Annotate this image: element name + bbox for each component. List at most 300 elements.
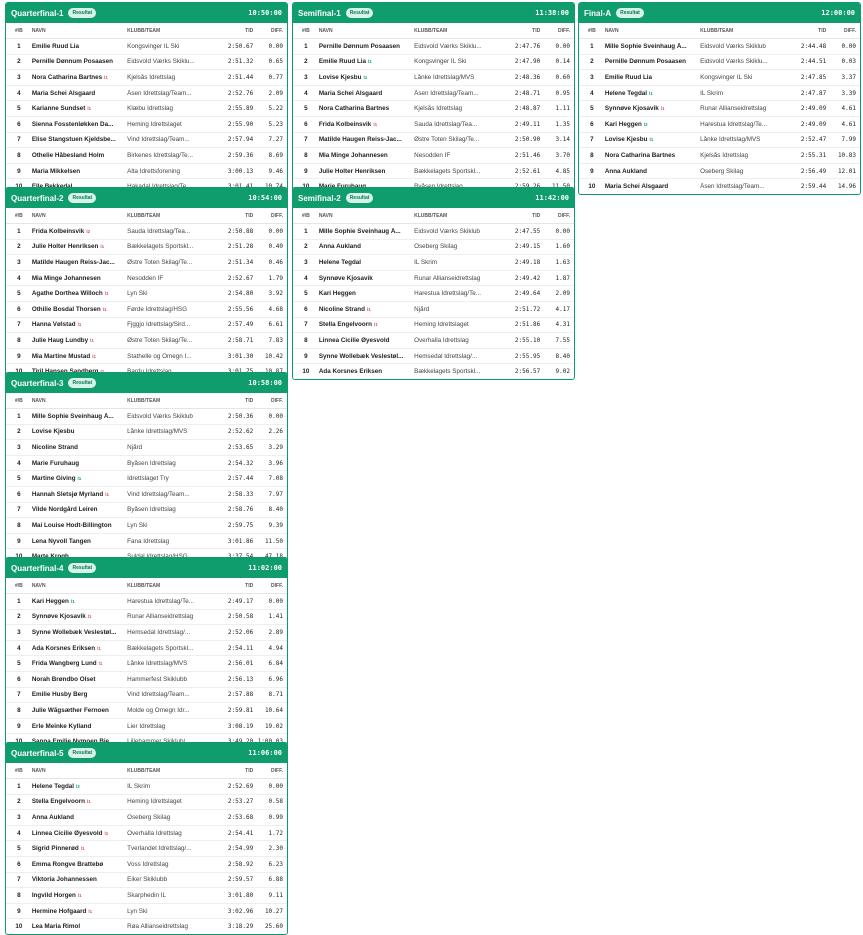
- finish-time: 2:59.44: [800, 183, 827, 191]
- lane-tag: l1: [660, 106, 665, 112]
- table-row[interactable]: [6, 271, 287, 287]
- table-row[interactable]: [6, 224, 287, 240]
- club-name[interactable]: Runar Allianseidrettslag: [414, 274, 481, 282]
- athlete-name[interactable]: [32, 413, 127, 420]
- table-row[interactable]: [6, 101, 287, 117]
- athlete-name[interactable]: [605, 136, 700, 143]
- rank: 1: [17, 227, 21, 235]
- table-row[interactable]: [293, 240, 574, 256]
- table-row[interactable]: [293, 318, 574, 334]
- table-row[interactable]: [6, 133, 287, 149]
- club-name[interactable]: Lånke Idrettslag/MVS: [127, 660, 188, 668]
- athlete-name[interactable]: [32, 923, 127, 930]
- club-name[interactable]: Idrettslaget Try: [127, 475, 169, 483]
- table-row[interactable]: [6, 779, 287, 795]
- time-diff: 7.55: [555, 336, 570, 344]
- table-row[interactable]: [293, 86, 574, 102]
- finish-time: 3:01.80: [227, 891, 254, 899]
- athlete-name[interactable]: [32, 290, 127, 297]
- finish-time: 2:55.31: [800, 151, 827, 159]
- table-row[interactable]: [6, 86, 287, 102]
- table-row[interactable]: [6, 719, 287, 735]
- table-row[interactable]: [579, 101, 860, 117]
- table-row[interactable]: [6, 471, 287, 487]
- club-name[interactable]: Sauda Idrettslag/Tea...: [127, 227, 191, 235]
- club-name[interactable]: Byåsen Idrettslag: [127, 459, 176, 467]
- club-name[interactable]: Bækkelagets Sportskl...: [414, 167, 481, 175]
- club-name[interactable]: Lånke Idrettslag/MVS: [700, 136, 761, 144]
- column-header-row: [6, 763, 287, 779]
- athlete-name[interactable]: [32, 243, 127, 250]
- column-header-row: [6, 393, 287, 409]
- rank: 2: [17, 798, 21, 806]
- club-name[interactable]: Østre Toten Skilag/Te...: [127, 336, 193, 344]
- heat-start-time: 11:38:00: [535, 9, 569, 17]
- table-row[interactable]: [293, 148, 574, 164]
- athlete-name[interactable]: [32, 428, 127, 435]
- athlete-name[interactable]: [32, 275, 127, 282]
- table-row[interactable]: [293, 164, 574, 180]
- athlete-name[interactable]: [32, 168, 127, 175]
- club-name[interactable]: Alta Idrettsforening: [127, 167, 180, 175]
- athlete-name[interactable]: [319, 259, 414, 266]
- athlete-name[interactable]: [32, 783, 127, 790]
- table-row[interactable]: [6, 148, 287, 164]
- table-row[interactable]: [6, 641, 287, 657]
- club-name[interactable]: Kjelsås Idrettslag: [127, 73, 176, 81]
- table-row[interactable]: [6, 888, 287, 904]
- status-badge: Resultat: [68, 563, 96, 573]
- athlete-name[interactable]: [32, 707, 127, 714]
- table-row[interactable]: [6, 625, 287, 641]
- club-name[interactable]: Sauda Idrettslag/Tea...: [414, 120, 478, 128]
- time-diff: 4.85: [555, 167, 570, 175]
- athlete-name[interactable]: [32, 228, 127, 235]
- athlete-name[interactable]: [32, 444, 127, 451]
- club-name[interactable]: Runar Allianseidrettslag: [700, 105, 767, 113]
- club-name[interactable]: Oseberg Skilag: [700, 167, 744, 175]
- rank: 3: [590, 73, 594, 81]
- athlete-name-text: Julie Wågsæther Fernoen: [31, 706, 109, 714]
- club-name[interactable]: Kjelsås Idrettslag: [700, 151, 749, 159]
- table-row[interactable]: [6, 255, 287, 271]
- club-name[interactable]: Lyn Ski: [127, 521, 148, 529]
- table-row[interactable]: [579, 117, 860, 133]
- athlete-name[interactable]: [319, 43, 414, 50]
- athlete-name[interactable]: [605, 121, 700, 128]
- club-name[interactable]: Vind Idrettslag/Team...: [127, 490, 190, 498]
- club-name[interactable]: Runar Allianseidrettslag: [127, 613, 194, 621]
- rank: 5: [304, 105, 308, 113]
- table-row[interactable]: [293, 255, 574, 271]
- athlete-name-text: Frida Wangberg Lund: [31, 660, 97, 668]
- finish-time: 2:57.44: [227, 475, 254, 483]
- athlete-name[interactable]: [32, 876, 127, 883]
- athlete-name[interactable]: [319, 58, 414, 65]
- athlete-name[interactable]: [32, 321, 127, 328]
- club-name[interactable]: Østre Toten Skilag/Te...: [127, 258, 193, 266]
- table-row[interactable]: [6, 703, 287, 719]
- club-name[interactable]: Hammerfest Skiklubb: [127, 675, 187, 683]
- athlete-name-text: Kari Heggen: [31, 597, 69, 605]
- club-name[interactable]: IL Skrim: [414, 258, 437, 266]
- heat-header[interactable]: [293, 188, 574, 208]
- club-name[interactable]: Njård: [127, 443, 143, 451]
- athlete-name[interactable]: [605, 43, 700, 50]
- table-row[interactable]: [293, 117, 574, 133]
- athlete-name[interactable]: [32, 74, 127, 81]
- table-row[interactable]: [293, 101, 574, 117]
- athlete-name[interactable]: [319, 152, 414, 159]
- athlete-name[interactable]: [32, 121, 127, 128]
- heat-header[interactable]: [6, 743, 287, 763]
- club-name[interactable]: Røa Allianseidrettslag: [127, 923, 189, 931]
- col-diff: DIFF.: [271, 212, 283, 219]
- club-name[interactable]: Oseberg Skilag: [414, 243, 458, 251]
- club-name[interactable]: Eidsvold Værks Skiklu...: [127, 58, 195, 66]
- club-name[interactable]: Eidsvold Værks Skiklu...: [414, 42, 482, 50]
- table-row[interactable]: [293, 286, 574, 302]
- athlete-name[interactable]: [605, 183, 700, 190]
- athlete-name-text: Nora Catharina Bartnes: [31, 73, 103, 81]
- table-row[interactable]: [579, 39, 860, 55]
- athlete-name[interactable]: [32, 259, 127, 266]
- table-row[interactable]: [293, 133, 574, 149]
- club-name[interactable]: Kongsvinger IL Ski: [414, 58, 467, 66]
- athlete-name[interactable]: [319, 337, 414, 344]
- rank: 1: [17, 412, 21, 420]
- col-time: TID: [532, 27, 541, 34]
- club-name[interactable]: Lyn Ski: [127, 907, 148, 915]
- athlete-name[interactable]: [32, 152, 127, 159]
- club-name[interactable]: Kongsvinger IL Ski: [127, 42, 180, 50]
- heat-header[interactable]: [293, 3, 574, 23]
- finish-time: 2:48.87: [514, 105, 541, 113]
- time-diff: 7.83: [268, 336, 283, 344]
- table-row[interactable]: [6, 440, 287, 456]
- athlete-name[interactable]: [32, 538, 127, 545]
- club-name[interactable]: Østre Toten Skilag/Te...: [414, 136, 480, 144]
- athlete-name[interactable]: [319, 306, 414, 313]
- table-row[interactable]: [579, 86, 860, 102]
- athlete-name[interactable]: [32, 475, 127, 482]
- athlete-name[interactable]: [319, 243, 414, 250]
- athlete-name[interactable]: [32, 90, 127, 97]
- table-row[interactable]: [579, 70, 860, 86]
- athlete-name[interactable]: [32, 353, 127, 360]
- table-row[interactable]: [6, 534, 287, 550]
- table-row[interactable]: [579, 164, 860, 180]
- lane-tag: l2: [643, 121, 648, 127]
- athlete-name[interactable]: [32, 676, 127, 683]
- club-name[interactable]: Bækkelagets Sportskl...: [127, 644, 194, 652]
- athlete-name[interactable]: [32, 814, 127, 821]
- heat-start-time: 10:50:00: [248, 9, 282, 17]
- finish-time: 2:49.64: [514, 290, 541, 298]
- lane-tag: l1: [97, 645, 101, 651]
- club-name[interactable]: Eiker Skiklubb: [127, 876, 168, 884]
- club-name[interactable]: Hemsedal Idrettslag/...: [127, 628, 191, 636]
- club-name[interactable]: Harestua Idrettslag/Te...: [414, 290, 481, 298]
- club-name[interactable]: Harestua Idrettslag/Te...: [700, 120, 767, 128]
- club-name[interactable]: Bækkelagets Sportskl...: [414, 368, 481, 376]
- time-diff: 3.96: [268, 459, 283, 467]
- table-row[interactable]: [293, 39, 574, 55]
- time-diff: 3.92: [268, 290, 283, 298]
- athlete-name[interactable]: [319, 121, 414, 128]
- athlete-name-text: Erle Meinke Kylland: [31, 722, 92, 730]
- club-name[interactable]: Vind Idrettslag/Team...: [127, 691, 190, 699]
- table-row[interactable]: [6, 672, 287, 688]
- time-diff: 0.00: [268, 597, 283, 605]
- time-diff: 25.60: [264, 923, 283, 931]
- table-row[interactable]: [6, 70, 287, 86]
- athlete-name[interactable]: [605, 74, 700, 81]
- table-row[interactable]: [293, 349, 574, 365]
- athlete-name[interactable]: [32, 491, 127, 498]
- athlete-name[interactable]: [32, 43, 127, 50]
- club-name[interactable]: Eidsvold Værks Skiklub: [700, 42, 766, 50]
- table-row[interactable]: [579, 55, 860, 71]
- athlete-name-text: Marie Furuhaug: [31, 459, 80, 467]
- athlete-name[interactable]: [32, 629, 127, 636]
- athlete-name[interactable]: [319, 321, 414, 328]
- club-name[interactable]: Førde Idrettslag/HSG: [127, 305, 187, 313]
- table-row[interactable]: [6, 117, 287, 133]
- club-name[interactable]: Nesodden IF: [127, 274, 164, 282]
- athlete-name-text: Lena Nyvoll Tangen: [31, 537, 91, 545]
- table-row[interactable]: [579, 133, 860, 149]
- club-name[interactable]: Heming Idrettslaget: [414, 321, 469, 329]
- table-row[interactable]: [6, 656, 287, 672]
- athlete-name[interactable]: [605, 105, 700, 112]
- table-row[interactable]: [293, 333, 574, 349]
- lane-tag: l1: [98, 661, 103, 667]
- table-row[interactable]: [6, 55, 287, 71]
- club-name[interactable]: IL Skrim: [127, 782, 150, 790]
- table-row[interactable]: [6, 333, 287, 349]
- heat-header[interactable]: [6, 373, 287, 393]
- club-name[interactable]: Tverlandet Idrettslag/...: [127, 845, 192, 853]
- lane-tag: l1: [88, 908, 93, 914]
- table-row[interactable]: [293, 364, 574, 379]
- status-badge: Resultat: [68, 748, 96, 758]
- club-name[interactable]: Voss Idrettslag: [127, 860, 169, 868]
- table-row[interactable]: [6, 164, 287, 180]
- table-row[interactable]: [6, 826, 287, 842]
- club-name[interactable]: Lånke Idrettslag/MVS: [414, 73, 475, 81]
- table-row[interactable]: [293, 55, 574, 71]
- athlete-name[interactable]: [32, 660, 127, 667]
- table-row[interactable]: [6, 409, 287, 425]
- rank: 4: [17, 644, 21, 652]
- club-name[interactable]: Overhalla Idrettslag: [414, 336, 469, 344]
- club-name[interactable]: Bækkelagets Sportskl...: [127, 243, 194, 251]
- finish-time: 2:52.76: [227, 89, 254, 97]
- table-row[interactable]: [6, 487, 287, 503]
- table-row[interactable]: [6, 688, 287, 704]
- time-diff: 1.60: [555, 243, 570, 251]
- club-name[interactable]: Stathelle og Omegn I...: [127, 352, 192, 360]
- club-name[interactable]: Byåsen Idrettslag: [127, 506, 176, 514]
- table-row[interactable]: [6, 610, 287, 626]
- table-row[interactable]: [6, 919, 287, 934]
- athlete-name[interactable]: [605, 152, 700, 159]
- table-row[interactable]: [6, 425, 287, 441]
- club-name[interactable]: Kjelsås Idrettslag: [414, 105, 463, 113]
- table-row[interactable]: [6, 518, 287, 534]
- athlete-name[interactable]: [32, 845, 127, 852]
- club-name[interactable]: Åsen Idrettslag/Team...: [700, 183, 765, 191]
- club-name[interactable]: Birkenes Idrettslag/Te...: [127, 151, 193, 159]
- table-row[interactable]: [6, 594, 287, 610]
- athlete-name[interactable]: [32, 598, 127, 605]
- athlete-name-text: Stella Engelvoorn: [318, 321, 372, 329]
- lane-tag: l1: [104, 74, 108, 80]
- club-name[interactable]: Klæbu Idrettslag: [127, 105, 173, 113]
- heat-title: Semifinal-2: [298, 193, 341, 203]
- club-name[interactable]: Overhalla Idrettslag: [127, 829, 182, 837]
- finish-time: 2:58.92: [227, 860, 254, 868]
- table-row[interactable]: [6, 857, 287, 873]
- athlete-name[interactable]: [32, 861, 127, 868]
- athlete-name[interactable]: [605, 90, 700, 97]
- club-name[interactable]: Åsen Idrettslag/Team...: [127, 89, 192, 97]
- lane-tag: l1: [87, 799, 91, 805]
- col-club: KLUBB/TEAM: [414, 212, 448, 219]
- club-name[interactable]: Åsen Idrettslag/Team...: [414, 89, 479, 97]
- athlete-name[interactable]: [32, 691, 127, 698]
- heat-header[interactable]: [6, 558, 287, 578]
- time-diff: 7.27: [268, 136, 283, 144]
- athlete-name[interactable]: [32, 460, 127, 467]
- athlete-name[interactable]: [32, 58, 127, 65]
- club-name[interactable]: Eidsvold Værks Skiklub: [414, 227, 480, 235]
- athlete-name[interactable]: [32, 830, 127, 837]
- club-name[interactable]: Vind Idrettslag/Team...: [127, 136, 190, 144]
- finish-time: 2:50.90: [514, 136, 541, 144]
- time-diff: 10.27: [264, 907, 283, 915]
- athlete-name[interactable]: [319, 105, 414, 112]
- table-row[interactable]: [293, 224, 574, 240]
- table-row[interactable]: [6, 503, 287, 519]
- athlete-name[interactable]: [319, 74, 414, 81]
- club-name[interactable]: Lier Idrettslag: [127, 722, 166, 730]
- club-name[interactable]: Eidsvold Værks Skiklub: [127, 412, 193, 420]
- heat-header[interactable]: [6, 3, 287, 23]
- athlete-name[interactable]: [32, 613, 127, 620]
- club-name[interactable]: Nesodden IF: [414, 151, 451, 159]
- athlete-name[interactable]: [319, 136, 414, 143]
- finish-time: 2:56.01: [227, 660, 254, 668]
- club-name[interactable]: Fana Idrettslag: [127, 537, 170, 545]
- rank: 2: [590, 58, 594, 66]
- heat-header[interactable]: [6, 188, 287, 208]
- table-row[interactable]: [6, 349, 287, 365]
- table-row[interactable]: [6, 318, 287, 334]
- table-row[interactable]: [6, 810, 287, 826]
- table-row[interactable]: [6, 39, 287, 55]
- table-row[interactable]: [293, 70, 574, 86]
- rank: 3: [304, 258, 308, 266]
- athlete-name[interactable]: [32, 337, 127, 344]
- finish-time: 2:52.67: [227, 274, 254, 282]
- athlete-name[interactable]: [605, 168, 700, 175]
- athlete-name[interactable]: [32, 136, 127, 143]
- finish-time: 2:52.61: [514, 167, 541, 175]
- col-time: TID: [245, 582, 254, 589]
- club-name[interactable]: Eidsvold Værks Skiklu...: [700, 58, 768, 66]
- table-row[interactable]: [6, 904, 287, 920]
- table-row[interactable]: [6, 286, 287, 302]
- athlete-name[interactable]: [319, 228, 414, 235]
- heat-title: Quarterfinal-5: [11, 748, 64, 758]
- club-name[interactable]: Hemsedal Idrettslag/...: [414, 352, 478, 360]
- club-name[interactable]: Lyn Ski: [127, 290, 148, 298]
- table-row[interactable]: [6, 873, 287, 889]
- club-name[interactable]: Fjggjo Idrettslag/Sird...: [127, 321, 191, 329]
- table-row[interactable]: [579, 179, 860, 194]
- table-row[interactable]: [293, 271, 574, 287]
- table-row[interactable]: [6, 841, 287, 857]
- athlete-name[interactable]: [32, 105, 127, 112]
- athlete-name[interactable]: [319, 168, 414, 175]
- table-row[interactable]: [293, 302, 574, 318]
- table-row[interactable]: [6, 240, 287, 256]
- table-row[interactable]: [579, 148, 860, 164]
- finish-time: 2:59.36: [227, 151, 254, 159]
- club-name[interactable]: IL Skrim: [700, 89, 723, 97]
- table-row[interactable]: [6, 795, 287, 811]
- athlete-name[interactable]: [32, 522, 127, 529]
- time-diff: 0.46: [268, 258, 283, 266]
- athlete-name[interactable]: [32, 798, 127, 805]
- finish-time: 2:55.95: [514, 352, 541, 360]
- athlete-name[interactable]: [319, 368, 414, 375]
- club-name[interactable]: Harestua Idrettslag/Te...: [127, 597, 194, 605]
- athlete-name[interactable]: [319, 290, 414, 297]
- heat-header[interactable]: [579, 3, 860, 23]
- club-name[interactable]: Heming Idrettslaget: [127, 798, 182, 806]
- club-name[interactable]: Lånke Idrettslag/MVS: [127, 428, 188, 436]
- athlete-name[interactable]: [32, 506, 127, 513]
- time-diff: 0.00: [555, 227, 570, 235]
- time-diff: 6.61: [268, 321, 283, 329]
- column-header-row: [6, 578, 287, 594]
- table-row[interactable]: [6, 456, 287, 472]
- athlete-name[interactable]: [32, 723, 127, 730]
- club-name[interactable]: Kongsvinger IL Ski: [700, 73, 753, 81]
- club-name[interactable]: Heming Idrettslaget: [127, 120, 182, 128]
- table-row[interactable]: [6, 302, 287, 318]
- athlete-name[interactable]: [319, 90, 414, 97]
- athlete-name[interactable]: [32, 892, 127, 899]
- rank: 3: [304, 73, 308, 81]
- athlete-name[interactable]: [605, 58, 700, 65]
- heat-title: Final-A: [584, 8, 612, 18]
- athlete-name[interactable]: [319, 353, 414, 360]
- athlete-name[interactable]: [32, 306, 127, 313]
- club-name[interactable]: Oseberg Skilag: [127, 813, 171, 821]
- club-name[interactable]: Njård: [414, 305, 430, 313]
- finish-time: 2:47.76: [514, 42, 541, 50]
- club-name[interactable]: Skarphedin IL: [127, 891, 166, 899]
- athlete-name[interactable]: [32, 645, 127, 652]
- athlete-name[interactable]: [32, 908, 127, 915]
- athlete-name-text: Agathe Dorthea Willoch: [31, 290, 103, 298]
- club-name[interactable]: Molde og Omegn Idr...: [127, 706, 190, 714]
- athlete-name[interactable]: [319, 275, 414, 282]
